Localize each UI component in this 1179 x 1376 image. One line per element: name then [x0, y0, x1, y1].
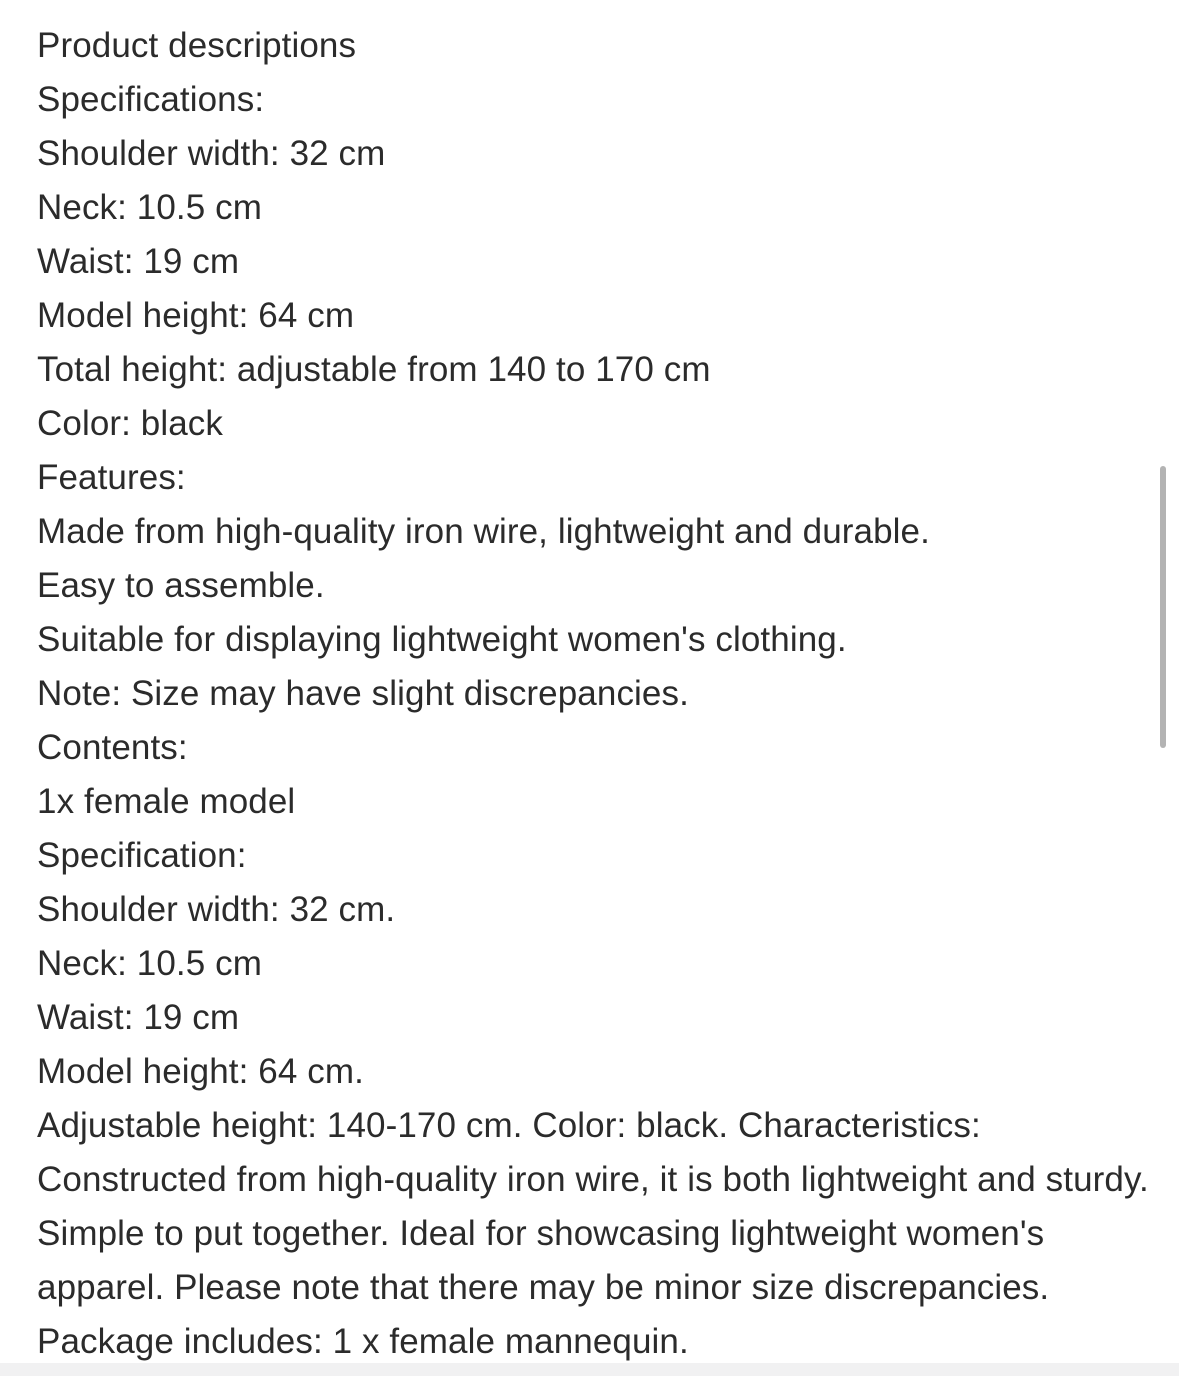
description-line: Note: Size may have slight discrepancies.	[37, 674, 689, 713]
description-line: Waist: 19 cm	[37, 998, 240, 1037]
description-line: Made from high-quality iron wire, lightweight and durable.	[37, 512, 930, 551]
description-heading: Product descriptions	[37, 26, 357, 65]
description-line: Neck: 10.5 cm	[37, 944, 262, 983]
description-line: Easy to assemble.	[37, 566, 325, 605]
description-line: Color: black	[37, 404, 223, 443]
description-line: 1x female model	[37, 782, 296, 821]
vertical-scrollbar[interactable]	[1160, 466, 1166, 748]
description-line: Model height: 64 cm.	[37, 1052, 364, 1091]
description-line: Neck: 10.5 cm	[37, 188, 262, 227]
description-line: Total height: adjustable from 140 to 170 cm	[37, 350, 711, 389]
description-line: Features:	[37, 458, 186, 497]
description-line: Shoulder width: 32 cm.	[37, 890, 396, 929]
description-line: Specifications:	[37, 80, 265, 119]
description-line: Waist: 19 cm	[37, 242, 240, 281]
bottom-divider	[0, 1363, 1179, 1376]
description-line: Suitable for displaying lightweight women's clothing.	[37, 620, 847, 659]
description-line: Model height: 64 cm	[37, 296, 355, 335]
description-line: Specification:	[37, 836, 247, 875]
description-line: Contents:	[37, 728, 188, 767]
product-description	[37, 19, 1152, 1369]
description-paragraph: Adjustable height: 140-170 cm. Color: black. Characteristics: Constructed from high-quality iron wire, it is both lightweight and sturdy. Simple to put together. Ideal for showcasing lightweight women's apparel. Please note that there may be minor size discrepancies. Package includes: 1 x female mannequin.	[37, 1106, 1149, 1361]
description-line: Shoulder width: 32 cm	[37, 134, 386, 173]
